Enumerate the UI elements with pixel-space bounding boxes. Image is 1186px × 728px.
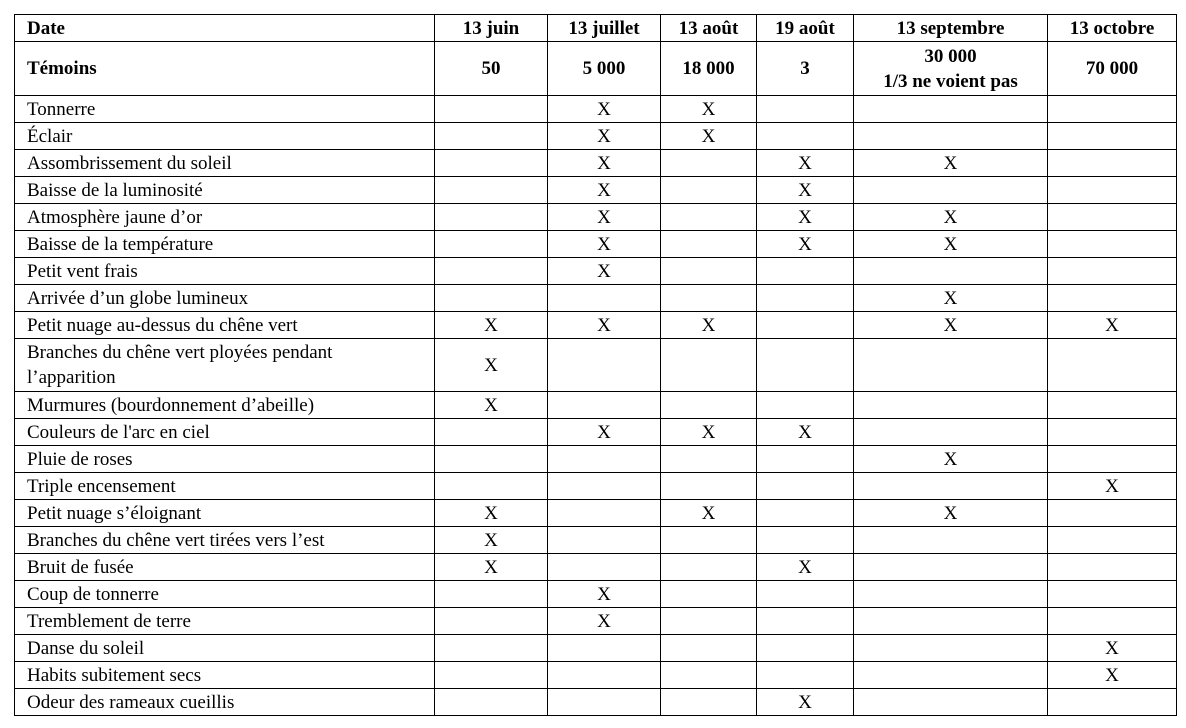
date-cell: 13 octobre <box>1048 15 1177 42</box>
table-row <box>15 419 1177 446</box>
phenomenon-label-text: Murmures (bourdonnement d’abeille) <box>27 394 315 416</box>
witnesses-label: Témoins <box>15 42 435 96</box>
table-row <box>15 473 1177 500</box>
table-row <box>15 554 1177 581</box>
empty-cell <box>661 446 757 473</box>
empty-cell <box>548 635 661 662</box>
mark-cell: X <box>661 419 757 446</box>
phenomenon-label-text: Odeur des rameaux cueillis <box>27 691 235 713</box>
phenomenon-label-text: Petit vent frais <box>27 260 138 282</box>
empty-cell <box>757 96 854 123</box>
witnesses-count: 18 000 <box>661 42 757 96</box>
empty-cell <box>757 339 854 392</box>
observations-table <box>14 14 1177 716</box>
witnesses-count-september <box>854 42 1048 96</box>
empty-cell <box>661 177 757 204</box>
empty-cell <box>1048 204 1177 231</box>
empty-cell <box>435 177 548 204</box>
phenomenon-label-text: Branches du chêne vert tirées vers l’est <box>27 529 325 551</box>
phenomenon-label-text: Baisse de la luminosité <box>27 179 203 201</box>
empty-cell <box>854 473 1048 500</box>
table-row <box>15 204 1177 231</box>
empty-cell <box>661 231 757 258</box>
empty-cell <box>757 608 854 635</box>
mark-cell: X <box>548 204 661 231</box>
phenomenon-label <box>15 635 435 662</box>
table-row <box>15 446 1177 473</box>
empty-cell <box>435 96 548 123</box>
phenomenon-label <box>15 689 435 716</box>
empty-cell <box>757 500 854 527</box>
date-cell: 13 août <box>661 15 757 42</box>
phenomenon-label <box>15 285 435 312</box>
mark-cell: X <box>661 96 757 123</box>
phenomenon-label-text: Tremblement de terre <box>27 610 191 632</box>
empty-cell <box>757 581 854 608</box>
mark-cell: X <box>854 231 1048 258</box>
mark-cell: X <box>548 177 661 204</box>
mark-cell: X <box>435 312 548 339</box>
empty-cell <box>661 581 757 608</box>
empty-cell <box>854 392 1048 419</box>
empty-cell <box>757 258 854 285</box>
date-cell: 13 juillet <box>548 15 661 42</box>
empty-cell <box>661 204 757 231</box>
empty-cell <box>854 339 1048 392</box>
empty-cell <box>1048 285 1177 312</box>
mark-cell: X <box>661 312 757 339</box>
table-row <box>15 339 1177 392</box>
phenomenon-label <box>15 312 435 339</box>
phenomenon-label-text: Petit nuage au-dessus du chêne vert <box>27 314 298 336</box>
mark-cell: X <box>548 123 661 150</box>
empty-cell <box>435 231 548 258</box>
empty-cell <box>661 608 757 635</box>
empty-cell <box>1048 258 1177 285</box>
phenomenon-label-text: Branches du chêne vert ployées pendant <box>27 342 333 363</box>
empty-cell <box>854 123 1048 150</box>
empty-cell <box>757 285 854 312</box>
table-row <box>15 392 1177 419</box>
empty-cell <box>435 123 548 150</box>
mark-cell: X <box>757 177 854 204</box>
empty-cell <box>661 392 757 419</box>
empty-cell <box>548 527 661 554</box>
empty-cell <box>661 527 757 554</box>
empty-cell <box>1048 527 1177 554</box>
empty-cell <box>1048 339 1177 392</box>
phenomenon-label <box>15 419 435 446</box>
witnesses-count: 50 <box>435 42 548 96</box>
table-row <box>15 123 1177 150</box>
table-row <box>15 527 1177 554</box>
mark-cell: X <box>757 419 854 446</box>
empty-cell <box>757 662 854 689</box>
phenomenon-label-text: Assombrissement du soleil <box>27 152 232 174</box>
empty-cell <box>435 419 548 446</box>
empty-cell <box>548 446 661 473</box>
table-row <box>15 258 1177 285</box>
empty-cell <box>435 689 548 716</box>
empty-cell <box>854 527 1048 554</box>
empty-cell <box>854 419 1048 446</box>
table-row <box>15 662 1177 689</box>
empty-cell <box>661 258 757 285</box>
empty-cell <box>854 689 1048 716</box>
phenomenon-label <box>15 231 435 258</box>
empty-cell <box>854 96 1048 123</box>
empty-cell <box>435 446 548 473</box>
mark-cell: X <box>757 204 854 231</box>
empty-cell <box>854 608 1048 635</box>
empty-cell <box>1048 96 1177 123</box>
witnesses-count: 30 000 <box>924 45 977 67</box>
phenomenon-label-text: Pluie de roses <box>27 448 133 470</box>
empty-cell <box>435 473 548 500</box>
phenomenon-label <box>15 473 435 500</box>
phenomenon-label <box>15 662 435 689</box>
empty-cell <box>757 123 854 150</box>
empty-cell <box>548 554 661 581</box>
witnesses-count: 5 000 <box>548 42 661 96</box>
phenomenon-label-text: Arrivée d’un globe lumineux <box>27 287 249 309</box>
mark-cell: X <box>435 527 548 554</box>
header-row-witnesses <box>15 42 1177 96</box>
empty-cell <box>854 177 1048 204</box>
empty-cell <box>757 473 854 500</box>
mark-cell: X <box>548 608 661 635</box>
mark-cell: X <box>854 312 1048 339</box>
phenomenon-label-text: Petit nuage s’éloignant <box>27 502 202 524</box>
empty-cell <box>435 258 548 285</box>
mark-cell: X <box>661 123 757 150</box>
empty-cell <box>1048 231 1177 258</box>
empty-cell <box>435 662 548 689</box>
phenomenon-label <box>15 339 435 392</box>
mark-cell: X <box>757 231 854 258</box>
mark-cell: X <box>548 581 661 608</box>
date-label: Date <box>15 15 435 42</box>
phenomenon-label-text: Coup de tonnerre <box>27 583 159 605</box>
empty-cell <box>757 392 854 419</box>
witnesses-note: 1/3 ne voient pas <box>883 70 1018 92</box>
table-row <box>15 635 1177 662</box>
phenomenon-label <box>15 581 435 608</box>
phenomenon-label <box>15 123 435 150</box>
empty-cell <box>548 285 661 312</box>
mark-cell: X <box>435 500 548 527</box>
empty-cell <box>435 608 548 635</box>
empty-cell <box>854 554 1048 581</box>
phenomenon-label <box>15 96 435 123</box>
phenomenon-label <box>15 527 435 554</box>
mark-cell: X <box>757 554 854 581</box>
mark-cell: X <box>1048 635 1177 662</box>
mark-cell: X <box>854 500 1048 527</box>
phenomenon-label-text: Tonnerre <box>27 98 96 120</box>
empty-cell <box>757 635 854 662</box>
mark-cell: X <box>548 258 661 285</box>
mark-cell: X <box>757 689 854 716</box>
date-cell: 13 septembre <box>854 15 1048 42</box>
empty-cell <box>1048 689 1177 716</box>
phenomenon-label <box>15 446 435 473</box>
phenomenon-label-text: Couleurs de l'arc en ciel <box>27 421 210 443</box>
phenomenon-label-text: Éclair <box>27 125 73 147</box>
phenomenon-label <box>15 204 435 231</box>
mark-cell: X <box>1048 473 1177 500</box>
empty-cell <box>661 554 757 581</box>
mark-cell: X <box>854 446 1048 473</box>
phenomenon-label-text: Bruit de fusée <box>27 556 134 578</box>
mark-cell: X <box>1048 662 1177 689</box>
empty-cell <box>757 446 854 473</box>
mark-cell: X <box>548 96 661 123</box>
mark-cell: X <box>548 419 661 446</box>
mark-cell: X <box>435 554 548 581</box>
witnesses-count: 3 <box>757 42 854 96</box>
table-row <box>15 608 1177 635</box>
empty-cell <box>854 635 1048 662</box>
phenomenon-label-text: Habits subitement secs <box>27 664 202 686</box>
empty-cell <box>548 500 661 527</box>
empty-cell <box>1048 446 1177 473</box>
table-row <box>15 689 1177 716</box>
empty-cell <box>1048 608 1177 635</box>
mark-cell: X <box>1048 312 1177 339</box>
phenomenon-label-text: Baisse de la température <box>27 233 214 255</box>
mark-cell: X <box>854 204 1048 231</box>
empty-cell <box>435 150 548 177</box>
table-row <box>15 96 1177 123</box>
empty-cell <box>661 689 757 716</box>
witnesses-count: 70 000 <box>1048 42 1177 96</box>
phenomenon-label <box>15 258 435 285</box>
phenomenon-label-text: Atmosphère jaune d’or <box>27 206 203 228</box>
empty-cell <box>1048 123 1177 150</box>
phenomenon-label <box>15 392 435 419</box>
mark-cell: X <box>548 231 661 258</box>
phenomenon-label <box>15 554 435 581</box>
mark-cell: X <box>548 150 661 177</box>
table-row <box>15 500 1177 527</box>
phenomenon-label-text: Triple encensement <box>27 475 176 497</box>
empty-cell <box>661 635 757 662</box>
empty-cell <box>1048 554 1177 581</box>
empty-cell <box>435 635 548 662</box>
mark-cell: X <box>854 285 1048 312</box>
phenomenon-label <box>15 150 435 177</box>
empty-cell <box>435 581 548 608</box>
empty-cell <box>661 473 757 500</box>
phenomenon-label <box>15 177 435 204</box>
date-cell: 19 août <box>757 15 854 42</box>
empty-cell <box>435 285 548 312</box>
empty-cell <box>854 258 1048 285</box>
table-row <box>15 177 1177 204</box>
empty-cell <box>548 662 661 689</box>
table-row <box>15 285 1177 312</box>
mark-cell: X <box>435 339 548 392</box>
empty-cell <box>1048 500 1177 527</box>
table-row <box>15 150 1177 177</box>
mark-cell: X <box>854 150 1048 177</box>
phenomenon-label-text: Danse du soleil <box>27 637 145 659</box>
table-row <box>15 312 1177 339</box>
empty-cell <box>548 392 661 419</box>
empty-cell <box>1048 419 1177 446</box>
empty-cell <box>757 312 854 339</box>
date-cell: 13 juin <box>435 15 548 42</box>
empty-cell <box>854 662 1048 689</box>
mark-cell: X <box>757 150 854 177</box>
mark-cell: X <box>661 500 757 527</box>
empty-cell <box>757 527 854 554</box>
empty-cell <box>1048 177 1177 204</box>
table-row <box>15 231 1177 258</box>
phenomenon-label <box>15 608 435 635</box>
empty-cell <box>661 285 757 312</box>
empty-cell <box>548 473 661 500</box>
empty-cell <box>1048 392 1177 419</box>
empty-cell <box>1048 150 1177 177</box>
empty-cell <box>661 662 757 689</box>
empty-cell <box>661 150 757 177</box>
mark-cell: X <box>435 392 548 419</box>
mark-cell: X <box>548 312 661 339</box>
header-row-dates <box>15 15 1177 42</box>
phenomenon-label-text: l’apparition <box>27 367 116 388</box>
empty-cell <box>661 339 757 392</box>
empty-cell <box>854 581 1048 608</box>
empty-cell <box>548 689 661 716</box>
empty-cell <box>435 204 548 231</box>
table-row <box>15 581 1177 608</box>
empty-cell <box>1048 581 1177 608</box>
phenomenon-label <box>15 500 435 527</box>
empty-cell <box>548 339 661 392</box>
